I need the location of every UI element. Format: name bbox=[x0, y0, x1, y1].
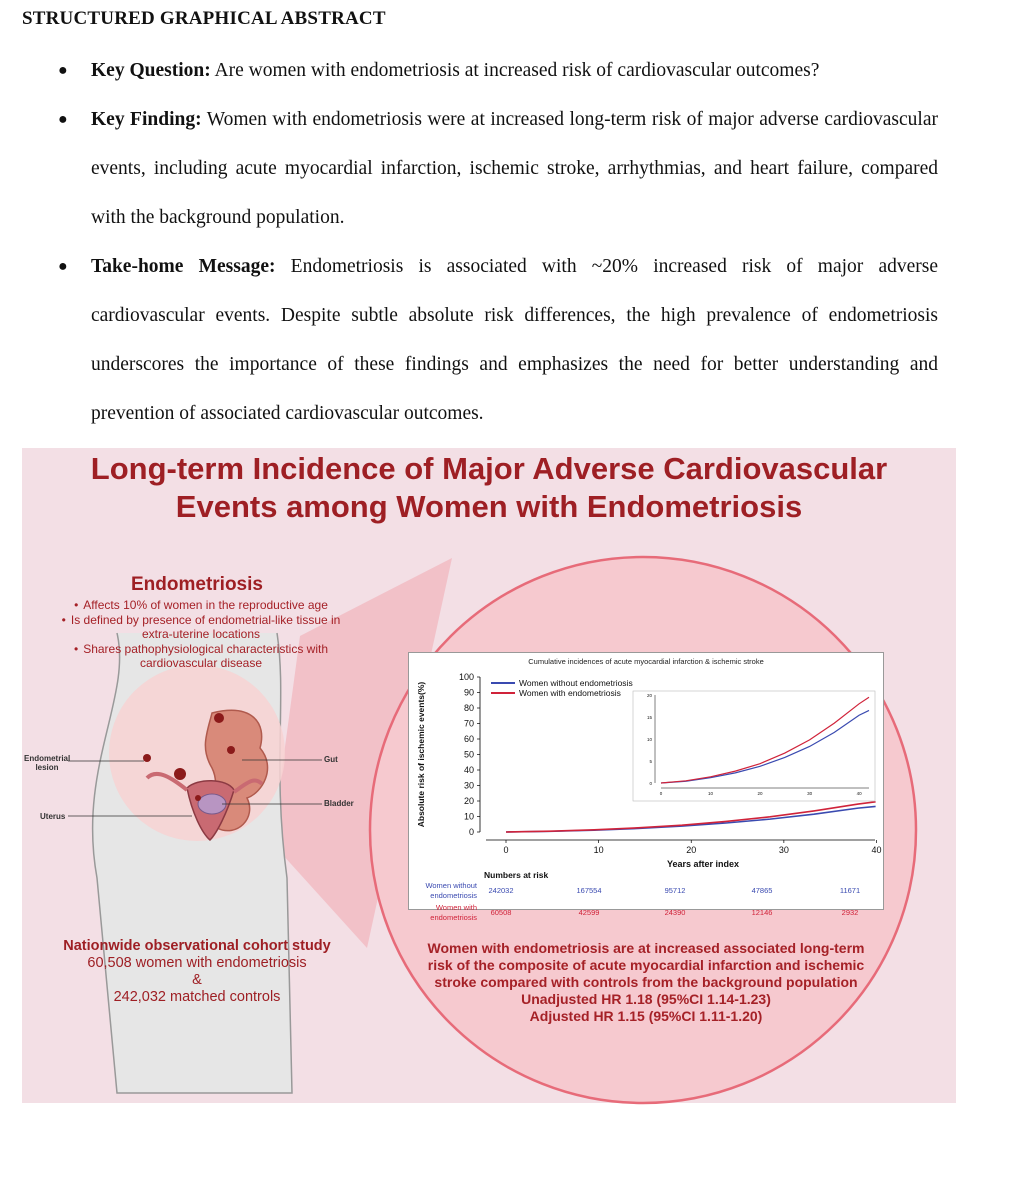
y-axis-label: Absolute risk of ischemic events(%) bbox=[416, 681, 426, 828]
risk-value: 95712 bbox=[664, 886, 686, 895]
key-finding bbox=[58, 95, 938, 242]
y-tick-label: 20 bbox=[463, 796, 474, 806]
gut-label: Gut bbox=[324, 755, 338, 764]
cohort-heading: Nationwide observational cohort study bbox=[63, 938, 331, 954]
lesion-icon bbox=[143, 754, 151, 762]
risk-value: 2932 bbox=[841, 908, 859, 917]
risk-value: 47865 bbox=[751, 886, 773, 895]
result-summary bbox=[414, 940, 878, 1025]
risk-row-label: endometriosis bbox=[430, 913, 477, 922]
inset-x-tick-label: 0 bbox=[659, 791, 663, 796]
key-finding-label: Key Finding: bbox=[91, 109, 202, 130]
lesion-icon bbox=[227, 746, 235, 754]
inset-x-tick-label: 30 bbox=[807, 791, 813, 796]
unadjusted-hr: Unadjusted HR 1.18 (95%CI 1.14-1.23) bbox=[521, 991, 771, 1007]
lesion-label: Endometrial lesion bbox=[24, 754, 71, 772]
endo-point-text: Shares pathophysiological characteristics with cardiovascular disease bbox=[83, 641, 328, 670]
x-tick-label: 0 bbox=[503, 845, 509, 855]
take-home-text: Endometriosis is associated with ~20% increased risk of major adverse cardiovascular events. Despite subtle absolute risk differences, the high prevalence of endometriosis underscores the importance of these findings and emphasizes the need for better understanding and prevention of associated cardiovascular outcomes. bbox=[91, 256, 938, 424]
bullet-icon: ● bbox=[58, 111, 68, 128]
endo-point-text: Affects 10% of women in the reproductive age bbox=[83, 598, 328, 612]
inset-y-tick-label: 20 bbox=[646, 693, 652, 698]
risk-value: 167554 bbox=[576, 886, 602, 895]
list-item: • Affects 10% of women in the reproductive age bbox=[74, 598, 328, 612]
cohort-summary bbox=[22, 938, 372, 1006]
y-tick-label: 10 bbox=[463, 811, 474, 822]
risk-value: 242032 bbox=[488, 886, 514, 895]
list-item: • Is defined by presence of endometrial-like tissue in extra-uterine locations bbox=[61, 612, 341, 641]
bullet-icon: ● bbox=[58, 62, 68, 79]
key-question-label: Key Question: bbox=[91, 60, 211, 81]
key-question bbox=[58, 46, 938, 95]
y-tick-label: 70 bbox=[463, 718, 474, 729]
cohort-line2: 242,032 matched controls bbox=[113, 989, 281, 1005]
y-tick-label: 0 bbox=[468, 827, 474, 837]
inset-y-tick-label: 0 bbox=[649, 781, 652, 786]
risk-row-label: endometriosis bbox=[430, 891, 477, 900]
abstract-heading: STRUCTURED GRAPHICAL ABSTRACT bbox=[22, 8, 386, 29]
list-item: • Shares pathophysiological characteristics with cardiovascular disease bbox=[74, 641, 328, 670]
graphic-title-line2: Events among Women with Endometriosis bbox=[175, 489, 803, 524]
inset-y-tick-label: 10 bbox=[646, 737, 652, 742]
y-tick-label: 50 bbox=[463, 749, 474, 760]
inset-y-tick-label: 15 bbox=[646, 715, 652, 720]
x-tick-label: 30 bbox=[778, 845, 789, 855]
inset-y-tick-label: 5 bbox=[649, 759, 652, 764]
result-text: Women with endometriosis are at increased associated long-term risk of the composite of acute myocardial infarction and ischemic stroke compared with controls from the background population bbox=[427, 940, 865, 990]
chart-svg bbox=[409, 653, 883, 922]
risk-value: 11671 bbox=[839, 886, 861, 895]
chart-title: Cumulative incidences of acute myocardial infarction & ischemic stroke bbox=[528, 657, 764, 666]
graphic-title bbox=[22, 450, 956, 526]
kaplan-meier-plot bbox=[408, 652, 884, 922]
y-tick-label: 100 bbox=[458, 672, 474, 682]
take-home-message bbox=[58, 242, 938, 438]
uterus-label: Uterus bbox=[40, 812, 66, 821]
bladder-label: Bladder bbox=[324, 799, 354, 808]
y-tick-label: 30 bbox=[463, 780, 474, 791]
cohort-amp: & bbox=[192, 972, 202, 988]
endo-point-text: Is defined by presence of endometrial-like tissue in extra-uterine locations bbox=[70, 612, 341, 641]
risk-value: 12146 bbox=[751, 908, 773, 917]
x-tick-label: 20 bbox=[686, 845, 697, 855]
lesion-icon bbox=[214, 713, 224, 723]
adjusted-hr: Adjusted HR 1.15 (95%CI 1.11-1.20) bbox=[529, 1008, 763, 1024]
risk-value: 60508 bbox=[490, 908, 512, 917]
legend-label: Women with endometriosis bbox=[519, 688, 621, 698]
endometriosis-points bbox=[22, 598, 372, 671]
y-tick-label: 80 bbox=[463, 703, 474, 713]
series-line bbox=[506, 802, 876, 832]
risk-value: 42599 bbox=[578, 908, 600, 917]
x-tick-label: 40 bbox=[871, 845, 882, 855]
risk-table-title: Numbers at risk bbox=[484, 870, 549, 880]
take-home-label: Take-home Message: bbox=[91, 256, 276, 277]
inset-x-tick-label: 40 bbox=[856, 791, 862, 796]
abstract-bullets bbox=[58, 46, 938, 438]
inset-frame bbox=[633, 691, 875, 801]
legend-label: Women without endometriosis bbox=[519, 678, 633, 688]
y-tick-label: 40 bbox=[463, 765, 474, 775]
endometriosis-panel bbox=[22, 574, 372, 671]
graphical-abstract bbox=[22, 448, 956, 1103]
lesion-icon bbox=[174, 768, 186, 780]
x-axis-label: Years after index bbox=[666, 859, 740, 869]
risk-row-label: Women without bbox=[425, 881, 477, 890]
x-tick-label: 10 bbox=[593, 845, 604, 855]
cohort-line1: 60,508 women with endometriosis bbox=[87, 955, 307, 971]
lesion-icon bbox=[195, 795, 201, 801]
inset-x-tick-label: 10 bbox=[708, 791, 714, 796]
key-question-text: Are women with endometriosis at increased risk of cardiovascular outcomes? bbox=[210, 60, 820, 81]
endometriosis-heading: Endometriosis bbox=[131, 574, 263, 595]
bladder-icon bbox=[198, 794, 226, 814]
bullet-icon: ● bbox=[58, 258, 68, 275]
risk-row-label: Women with bbox=[435, 903, 477, 912]
y-tick-label: 90 bbox=[463, 687, 474, 698]
inset-x-tick-label: 20 bbox=[757, 791, 763, 796]
y-tick-label: 60 bbox=[463, 734, 474, 744]
risk-value: 24390 bbox=[664, 908, 686, 917]
graphic-title-line1: Long-term Incidence of Major Adverse Cardiovascular bbox=[90, 451, 888, 486]
key-finding-text: Women with endometriosis were at increased long-term risk of major adverse cardiovascular events, including acute myocardial infarction, ischemic stroke, arrhythmias, and heart failure, compared with the background population. bbox=[91, 109, 938, 228]
